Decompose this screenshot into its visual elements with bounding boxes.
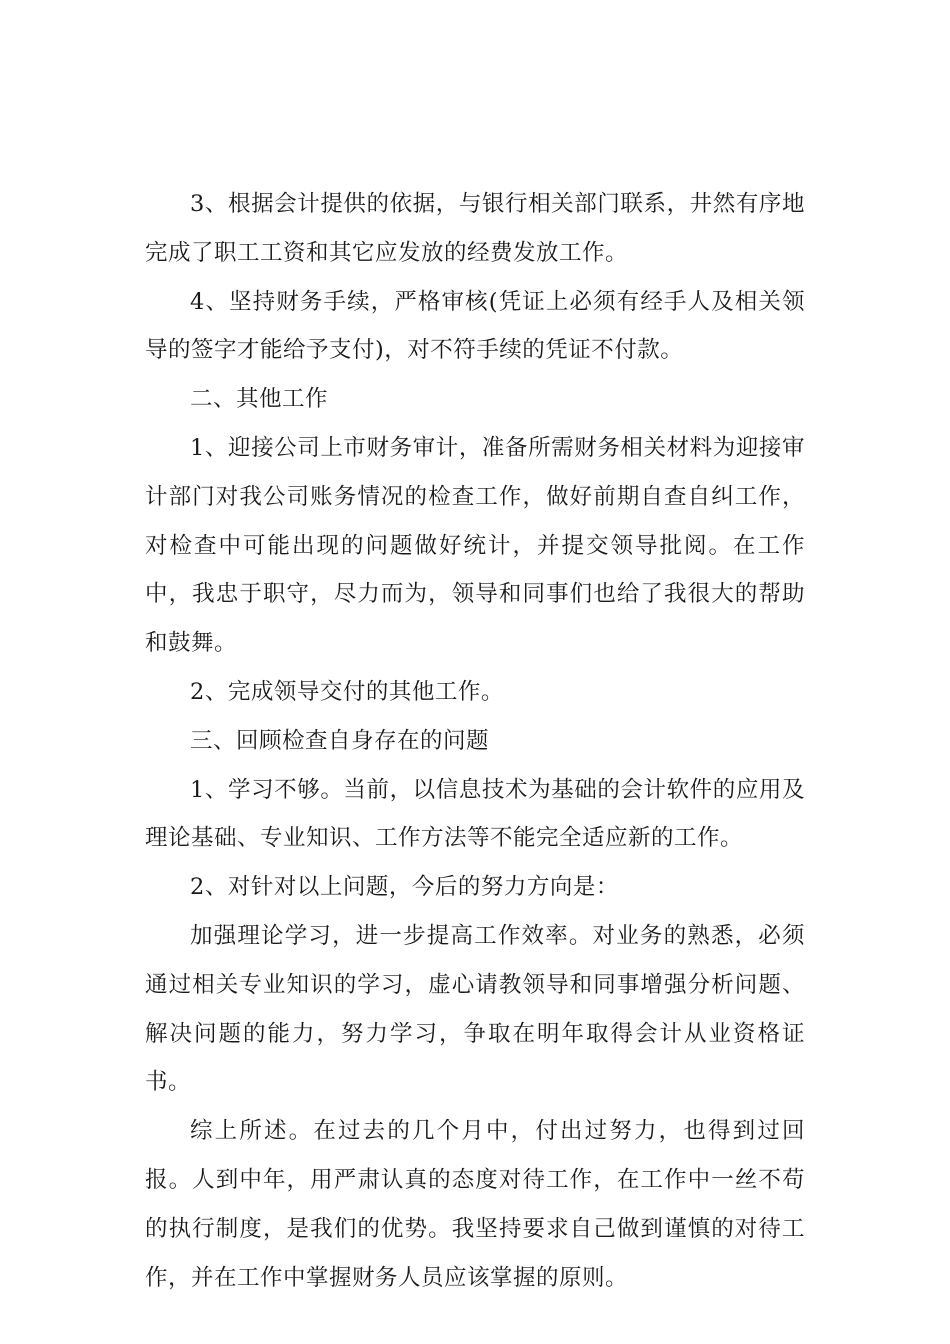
paragraph-insufficient-study: 1、学习不够。当前，以信息技术为基础的会计软件的应用及理论基础、专业知识、工作方法等不能完全适应新的工作。	[145, 776, 805, 852]
section-heading-other-work: 二、其他工作	[190, 386, 329, 413]
paragraph-strengthen-theory: 加强理论学习，进一步提高工作效率。对业务的熟悉，必须通过相关专业知识的学习，虚心请教领导和同事增强分析问题、解决问题的能力，努力学习，争取在明年取得会计从业资格证书。	[145, 922, 805, 1096]
paragraph-other-tasks: 2、完成领导交付的其他工作。	[190, 678, 504, 705]
section-heading-self-review: 三、回顾检查自身存在的问题	[190, 727, 490, 754]
paragraph-summary: 综上所述。在过去的几个月中，付出过努力，也得到过回报。人到中年，用严肃认真的态度对待工作，在工作中一丝不苟的执行制度，是我们的优势。我坚持要求自己做到谨慎的对待工作，并在工作中掌握财务人员应该掌握的原则。	[145, 1118, 805, 1291]
paragraph-improvement-direction: 2、对针对以上问题，今后的努力方向是：	[190, 874, 619, 901]
paragraph-listing-audit: 1、迎接公司上市财务审计，准备所需财务相关材料为迎接审计部门对我公司账务情况的检查工作，做好前期自查自纠工作，对检查中可能出现的问题做好统计，并提交领导批阅。在工作中，我忠于职守，尽力而为，领导和同事们也给了我很大的帮助和鼓舞。	[145, 434, 805, 657]
paragraph-payroll: 3、根据会计提供的依据，与银行相关部门联系，井然有序地完成了职工工资和其它应发放的经费发放工作。	[145, 191, 805, 266]
paragraph-audit-procedures: 4、坚持财务手续，严格审核(凭证上必须有经手人及相关领导的签字才能给予支付)，对不符手续的凭证不付款。	[145, 288, 805, 364]
document-body	[145, 180, 805, 1302]
